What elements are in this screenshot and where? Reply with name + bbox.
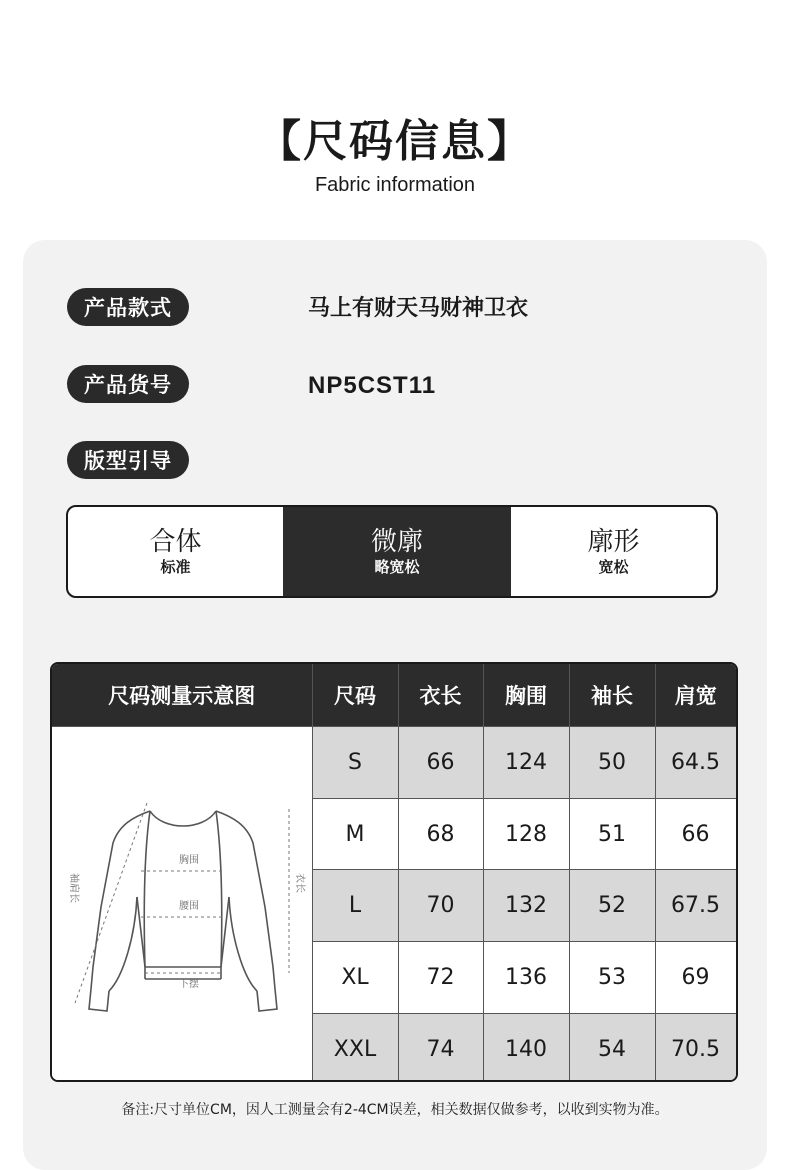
table-row	[52, 727, 736, 799]
fit-option-standard[interactable]	[68, 507, 283, 596]
style-label-pill: 产品款式	[67, 288, 189, 326]
cell-sleeve: 51	[569, 798, 655, 870]
header-sleeve: 袖长	[569, 664, 655, 727]
diagram-label-waist: 腰围	[178, 901, 199, 912]
style-value: 马上有财天马财神卫衣	[308, 296, 529, 321]
cell-sleeve: 53	[569, 942, 655, 1014]
code-label-pill: 产品货号	[67, 365, 189, 403]
cell-shoulder: 64.5	[655, 727, 736, 799]
cell-length: 74	[398, 1013, 483, 1082]
fit-option-sub: 标准	[160, 557, 191, 576]
fit-option-slightly-loose[interactable]	[283, 507, 511, 596]
page-title: 【尺码信息】	[257, 116, 533, 167]
measurement-diagram	[52, 727, 312, 1083]
cell-chest: 136	[483, 942, 569, 1014]
cell-length: 68	[398, 798, 483, 870]
diagram-label-sleeve: 袖肩长	[67, 873, 79, 903]
cell-sleeve: 54	[569, 1013, 655, 1082]
size-table-header-row	[52, 664, 736, 727]
fit-guide-selector	[66, 505, 718, 598]
cell-size: S	[312, 727, 398, 799]
cell-size: XL	[312, 942, 398, 1014]
fit-option-loose[interactable]	[511, 507, 716, 596]
cell-chest: 140	[483, 1013, 569, 1082]
cell-chest: 128	[483, 798, 569, 870]
fit-option-sub: 略宽松	[374, 557, 420, 576]
cell-chest: 124	[483, 727, 569, 799]
code-value: NP5CST11	[308, 372, 437, 399]
footnote: 备注:尺寸单位CM，因人工测量会有2-4CM误差，相关数据仅做参考，以收到实物为准。	[121, 1102, 669, 1118]
fit-label-pill: 版型引导	[67, 441, 189, 479]
header-chest: 胸围	[483, 664, 569, 727]
cell-chest: 132	[483, 870, 569, 942]
header-shoulder: 肩宽	[655, 664, 736, 727]
fit-option-main: 微廓	[370, 526, 423, 557]
cell-length: 66	[398, 727, 483, 799]
page-subtitle: Fabric information	[314, 174, 476, 196]
header-length: 衣长	[398, 664, 483, 727]
diagram-label-hem: 下摆	[178, 979, 199, 990]
diagram-label-length: 衣长	[293, 873, 305, 893]
cell-size: M	[312, 798, 398, 870]
diagram-label-chest: 胸围	[178, 855, 199, 866]
size-table	[52, 664, 737, 1082]
fit-option-main: 合体	[149, 526, 202, 557]
cell-length: 70	[398, 870, 483, 942]
cell-shoulder: 66	[655, 798, 736, 870]
fit-option-main: 廓形	[587, 526, 640, 557]
cell-sleeve: 50	[569, 727, 655, 799]
cell-length: 72	[398, 942, 483, 1014]
size-table-container	[50, 662, 738, 1082]
cell-shoulder: 69	[655, 942, 736, 1014]
sweatshirt-diagram	[53, 727, 311, 1079]
header-diagram: 尺码测量示意图	[52, 664, 312, 727]
header-size: 尺码	[312, 664, 398, 727]
cell-size: XXL	[312, 1013, 398, 1082]
cell-size: L	[312, 870, 398, 942]
cell-sleeve: 52	[569, 870, 655, 942]
cell-shoulder: 67.5	[655, 870, 736, 942]
cell-shoulder: 70.5	[655, 1013, 736, 1082]
fit-option-sub: 宽松	[598, 557, 629, 576]
